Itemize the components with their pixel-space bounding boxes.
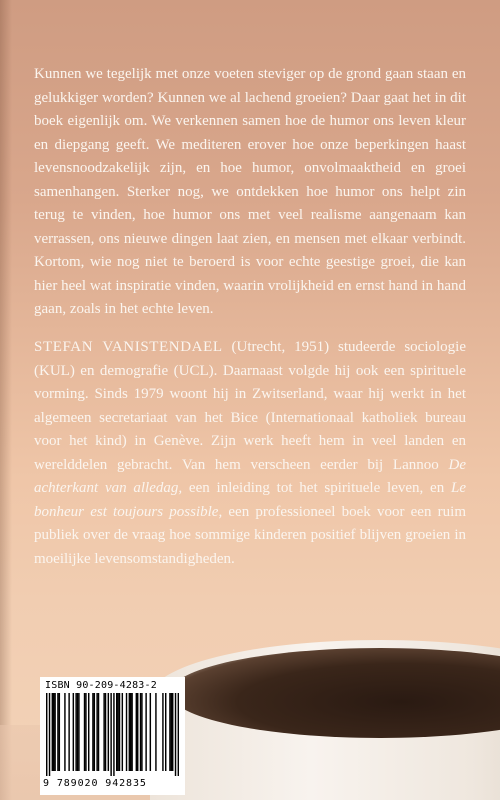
barcode-bar <box>84 693 85 771</box>
isbn-number: ISBN 90-209-4283-2 <box>45 680 157 691</box>
bio-book-title-2: Le bonheur est toujours possible, <box>34 480 467 520</box>
barcode-bar <box>155 693 156 771</box>
barcode-bar <box>49 693 50 776</box>
barcode-bar <box>108 693 109 771</box>
barcode-bar <box>98 693 99 771</box>
barcode-bar <box>85 693 86 771</box>
barcode-bar <box>75 693 76 771</box>
barcode-bar <box>150 693 151 771</box>
bio-book-title-1: De achterkant van alledag, <box>34 456 466 496</box>
barcode-bar <box>140 693 141 771</box>
barcode-label <box>40 677 185 795</box>
barcode-bar <box>77 693 78 771</box>
barcode-bar <box>130 693 131 771</box>
barcode-bar <box>119 693 120 771</box>
author-bio-paragraph <box>34 336 466 571</box>
barcode-bar <box>129 693 130 771</box>
author-name: STEFAN VANISTENDAEL <box>34 339 223 355</box>
barcode-bar <box>136 693 137 771</box>
barcode-bar <box>103 693 104 771</box>
barcode-bar <box>178 693 179 776</box>
barcode-bar <box>52 693 53 771</box>
barcode-bar <box>73 693 74 771</box>
bio-text-part2: een inleiding tot het spirituele leven, en <box>182 480 452 496</box>
barcode-bar <box>126 693 127 771</box>
barcode-bar <box>175 693 176 776</box>
barcode-bar <box>145 693 146 771</box>
barcode-bar <box>88 693 89 771</box>
barcode-bar <box>64 693 65 771</box>
barcode-bar <box>113 693 114 776</box>
barcode-bar <box>68 693 69 771</box>
barcode-bar <box>116 693 117 771</box>
barcode-bar <box>110 693 111 776</box>
barcode-bar <box>94 693 95 771</box>
barcode-bar <box>78 693 79 771</box>
ean-digits: 9 789020 942835 <box>43 778 147 789</box>
barcode-bar <box>162 693 163 771</box>
barcode-bar <box>172 693 173 771</box>
barcode-bar <box>92 693 93 771</box>
barcode-bar <box>59 693 60 771</box>
barcode-bar <box>105 693 106 771</box>
barcode-bar <box>57 693 58 771</box>
barcode-bar <box>117 693 118 771</box>
barcode-bar <box>137 693 138 771</box>
barcode-bar <box>46 693 47 776</box>
bio-text-part3: een professioneel boek voor een ruim publiek over de vraag hoe sommige kinderen positief blijven groeien in moeilijke levensomstandigheden. <box>34 503 466 567</box>
barcode-bars <box>46 693 179 776</box>
barcode-bar <box>141 693 142 771</box>
barcode-bar <box>53 693 54 771</box>
bio-text-part1: (Utrecht, 1951) studeerde sociologie (KUL) en demografie (UCL). Daarnaast volgde hij ook een spirituele vorming. Sinds 1979 woont hij in Zwitserland, waar hij werkt in het algemeen secretariaat van het Bice (Internationaal katholiek bureau voor het kind) in Genève. Zijn werk heeft hem in veel landen en werelddelen gebracht. Van hem verscheen eerder bij Lannoo <box>34 339 466 473</box>
barcode-bar <box>169 693 170 771</box>
barcode-bar <box>171 693 172 771</box>
barcode-bar <box>96 693 97 771</box>
blurb-paragraph: Kunnen we tegelijk met onze voeten steviger op de grond gaan staan en gelukkiger worden? Kunnen we al lachend groeien? Daar gaat het in dit boek eigenlijk om. We verkennen samen hoe de humor ons leven kleur en diepgang geeft. We mediteren erover hoe onze beperkingen haast levensnoodzakelijk zijn, en hoe humor, onvolmaaktheid en groei samenhangen. Sterker nog, we ontdekken hoe humor ons helpt zin terug te vinden, hoe humor ons met veel realisme aangenaam kan verrassen, ons nieuwe dingen laat zien, en mensen met elkaar verbindt. Kortom, wie nog niet te beroerd is voor echte geestige groei, die kan hier heel wat inspiratie vinden, waarin vrolijkheid en ernst hand in hand gaan, zoals in het echte leven. <box>34 66 466 317</box>
barcode-bar <box>122 693 123 771</box>
barcode-graphic <box>46 693 179 776</box>
barcode-bar <box>54 693 55 771</box>
barcode-bar <box>131 693 132 771</box>
barcode-bar <box>165 693 166 771</box>
